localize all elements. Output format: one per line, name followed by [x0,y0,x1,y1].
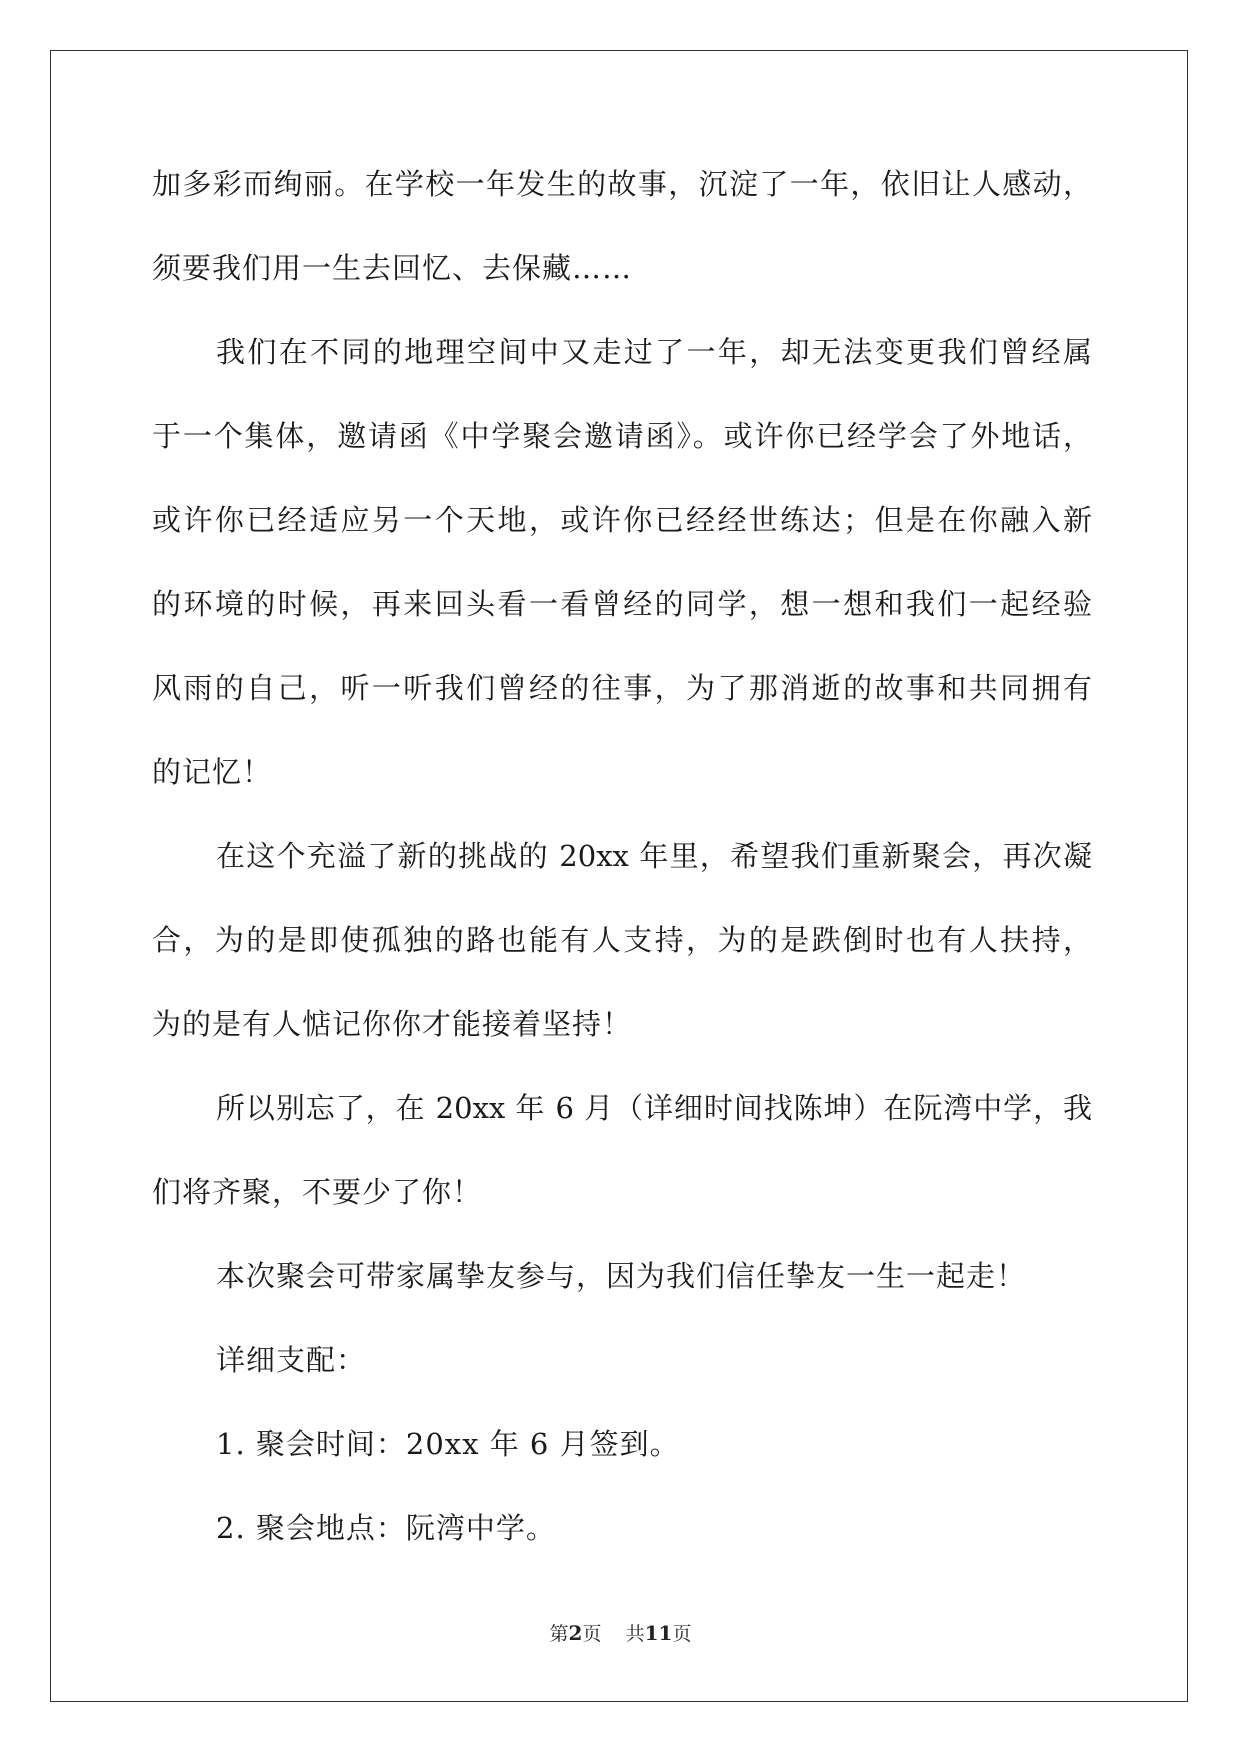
text-line: 为的是有人惦记你你才能接着坚持！ [152,1007,633,1041]
total-prefix: 共 [625,1623,645,1645]
text-line: 或许你已经适应另一个天地，或许你已经经世练达；但是在你融入新 [152,503,1092,537]
total-pages: 11 [644,1621,673,1645]
paragraph-first-line: 本次聚会可带家属挚友参与，因为我们信任挚友一生一起走！ [216,1259,1027,1293]
text-line: 加多彩而绚丽。在学校一年发生的故事，沉淀了一年，依旧让人感动， [152,167,1092,201]
section-heading: 详细支配： [216,1343,367,1377]
list-item: 2. 聚会地点：阮湾中学。 [216,1511,556,1545]
text-line: 的环境的时候，再来回头看一看曾经的同学，想一想和我们一起经验 [152,587,1092,621]
list-item: 1. 聚会时间：20xx 年 6 月签到。 [216,1427,680,1461]
paragraph-first-line: 在这个充溢了新的挑战的 20xx 年里，希望我们重新聚会，再次凝 [216,839,1092,873]
text-line: 须要我们用一生去回忆、去保藏…… [152,251,633,285]
page-number: 2 [568,1621,583,1645]
paragraph-first-line: 我们在不同的地理空间中又走过了一年，却无法变更我们曾经属 [216,335,1092,369]
paragraph-first-line: 所以别忘了，在 20xx 年 6 月（详细时间找陈坤）在阮湾中学，我 [216,1091,1092,1125]
text-line: 的记忆！ [152,755,273,789]
page-suffix: 页 [582,1623,602,1645]
text-line: 于一个集体，邀请函《中学聚会邀请函》。或许你已经学会了外地话， [152,419,1092,453]
page-footer [0,1621,1241,1646]
text-line: 风雨的自己，听一听我们曾经的往事，为了那消逝的故事和共同拥有 [152,671,1092,705]
total-suffix: 页 [672,1623,692,1645]
text-line: 们将齐聚，不要少了你！ [152,1175,483,1209]
page-prefix: 第 [549,1623,569,1645]
text-line: 合，为的是即使孤独的路也能有人支持，为的是跌倒时也有人扶持， [152,923,1092,957]
